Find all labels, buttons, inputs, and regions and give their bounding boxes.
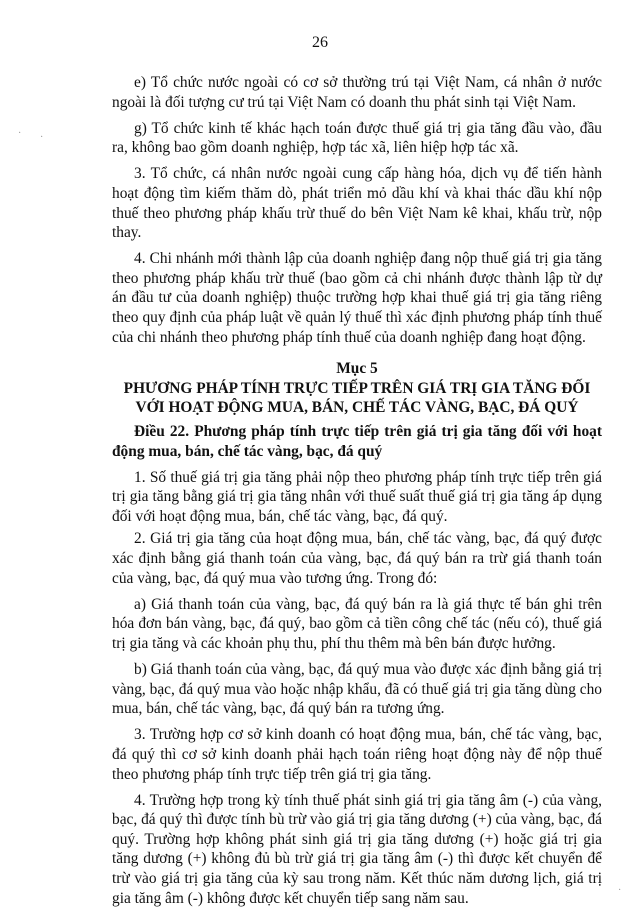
paragraph: 4. Chi nhánh mới thành lập của doanh nghiệp đang nộp thuế giá trị gia tăng theo phương pháp khấu trừ thuế (bao gồm cả chi nhánh được thành lập từ dự án đầu tư của doanh nghiệp) thuộc trường hợp khai thuế giá trị gia tăng riêng theo quy định của pháp luật về quản lý thuế thì xác định phương pháp tính thuế của chi nhánh theo phương pháp tính thuế của doanh nghiệp đang hoạt động. [112,250,602,346]
section-label: Mục 5 [336,360,378,378]
paragraph: b) Giá thanh toán của vàng, bạc, đá quý mua vào được xác định bằng giá trị vàng, bạc, đá quý mua vào hoặc nhập khẩu, đã có thuế giá trị gia tăng dùng cho mua, bán, chế tác vàng, bạc, đá quý bán ra tương ứng. [112,661,602,718]
paragraph: 2. Giá trị gia tăng của hoạt động mua, bán, chế tác vàng, bạc, đá quý được xác định bằng giá thanh toán của vàng, bạc, đá quý bán ra trừ giá thanh toán của vàng, bạc, đá quý mua vào tương ứng. Trong đó: [112,530,602,587]
paragraph: 3. Tổ chức, cá nhân nước ngoài cung cấp hàng hóa, dịch vụ để tiến hành hoạt động tìm kiếm thăm dò, phát triển mỏ dầu khí và khai thác dầu khí nộp thuế theo phương pháp khấu trừ thuế do bên Việt Nam kê khai, khấu trừ, nộp thay. [112,165,602,242]
paragraph: e) Tổ chức nước ngoài có cơ sở thường trú tại Việt Nam, cá nhân ở nước ngoài là đối tượng cư trú tại Việt Nam có doanh thu phát sinh tại Việt Nam. [112,74,602,111]
section-title-line: PHƯƠNG PHÁP TÍNH TRỰC TIẾP TRÊN GIÁ TRỊ GIA TĂNG ĐỐI [123,379,591,397]
article-title: Điều 22. Phương pháp tính trực tiếp trên giá trị gia tăng đối với hoạt động mua, bán, chế tác vàng, bạc, đá quý [112,423,602,460]
document-body [112,73,602,915]
paragraph: a) Giá thanh toán của vàng, bạc, đá quý bán ra là giá thực tế bán ghi trên hóa đơn bán vàng, bạc, đá quý, bao gồm cả tiền công chế tác (nếu có), thuế giá trị gia tăng và các khoản phụ thu, phí thu thêm mà bên bán được hưởng. [112,595,602,652]
page-number: 26 [312,34,328,51]
section-heading [112,359,602,418]
scan-speck: · [618,885,622,896]
paragraph: 4. Trường hợp trong kỳ tính thuế phát sinh giá trị gia tăng âm (-) của vàng, bạc, đá quý thì được tính bù trừ vào giá trị gia tăng dương (+) của vàng, bạc, đá quý. Trường hợp không phát sinh giá trị gia tăng dương (+) hoặc giá trị gia tăng dương (+) không đủ bù trừ giá trị gia tăng âm (-) thì được kết chuyển để trừ vào giá trị gia tăng của kỳ sau trong năm. Kết thúc năm dương lịch, giá trị gia tăng âm (-) không được kết chuyển tiếp sang năm sau. [112,791,602,907]
paragraph: 1. Số thuế giá trị gia tăng phải nộp theo phương pháp tính trực tiếp trên giá trị gia tăng bằng giá trị gia tăng nhân với thuế suất thuế giá trị gia tăng áp dụng đối với hoạt động mua, bán, chế tác vàng, bạc, đá quý. [112,468,602,525]
paragraph: 3. Trường hợp cơ sở kinh doanh có hoạt động mua, bán, chế tác vàng, bạc, đá quý thì cơ sở kinh doanh phải hạch toán riêng hoạt động này để nộp thuế theo phương pháp tính trực tiếp trên giá trị gia tăng. [112,726,602,783]
scan-speck: · [18,128,22,139]
scan-speck: · [40,132,44,143]
paragraph: g) Tổ chức kinh tế khác hạch toán được thuế giá trị gia tăng đầu vào, đầu ra, không bao gồm doanh nghiệp, hợp tác xã, liên hiệp hợp tác xã. [112,119,602,157]
section-title-line: VỚI HOẠT ĐỘNG MUA, BÁN, CHẾ TÁC VÀNG, BẠC, ĐÁ QUÝ [135,399,579,417]
